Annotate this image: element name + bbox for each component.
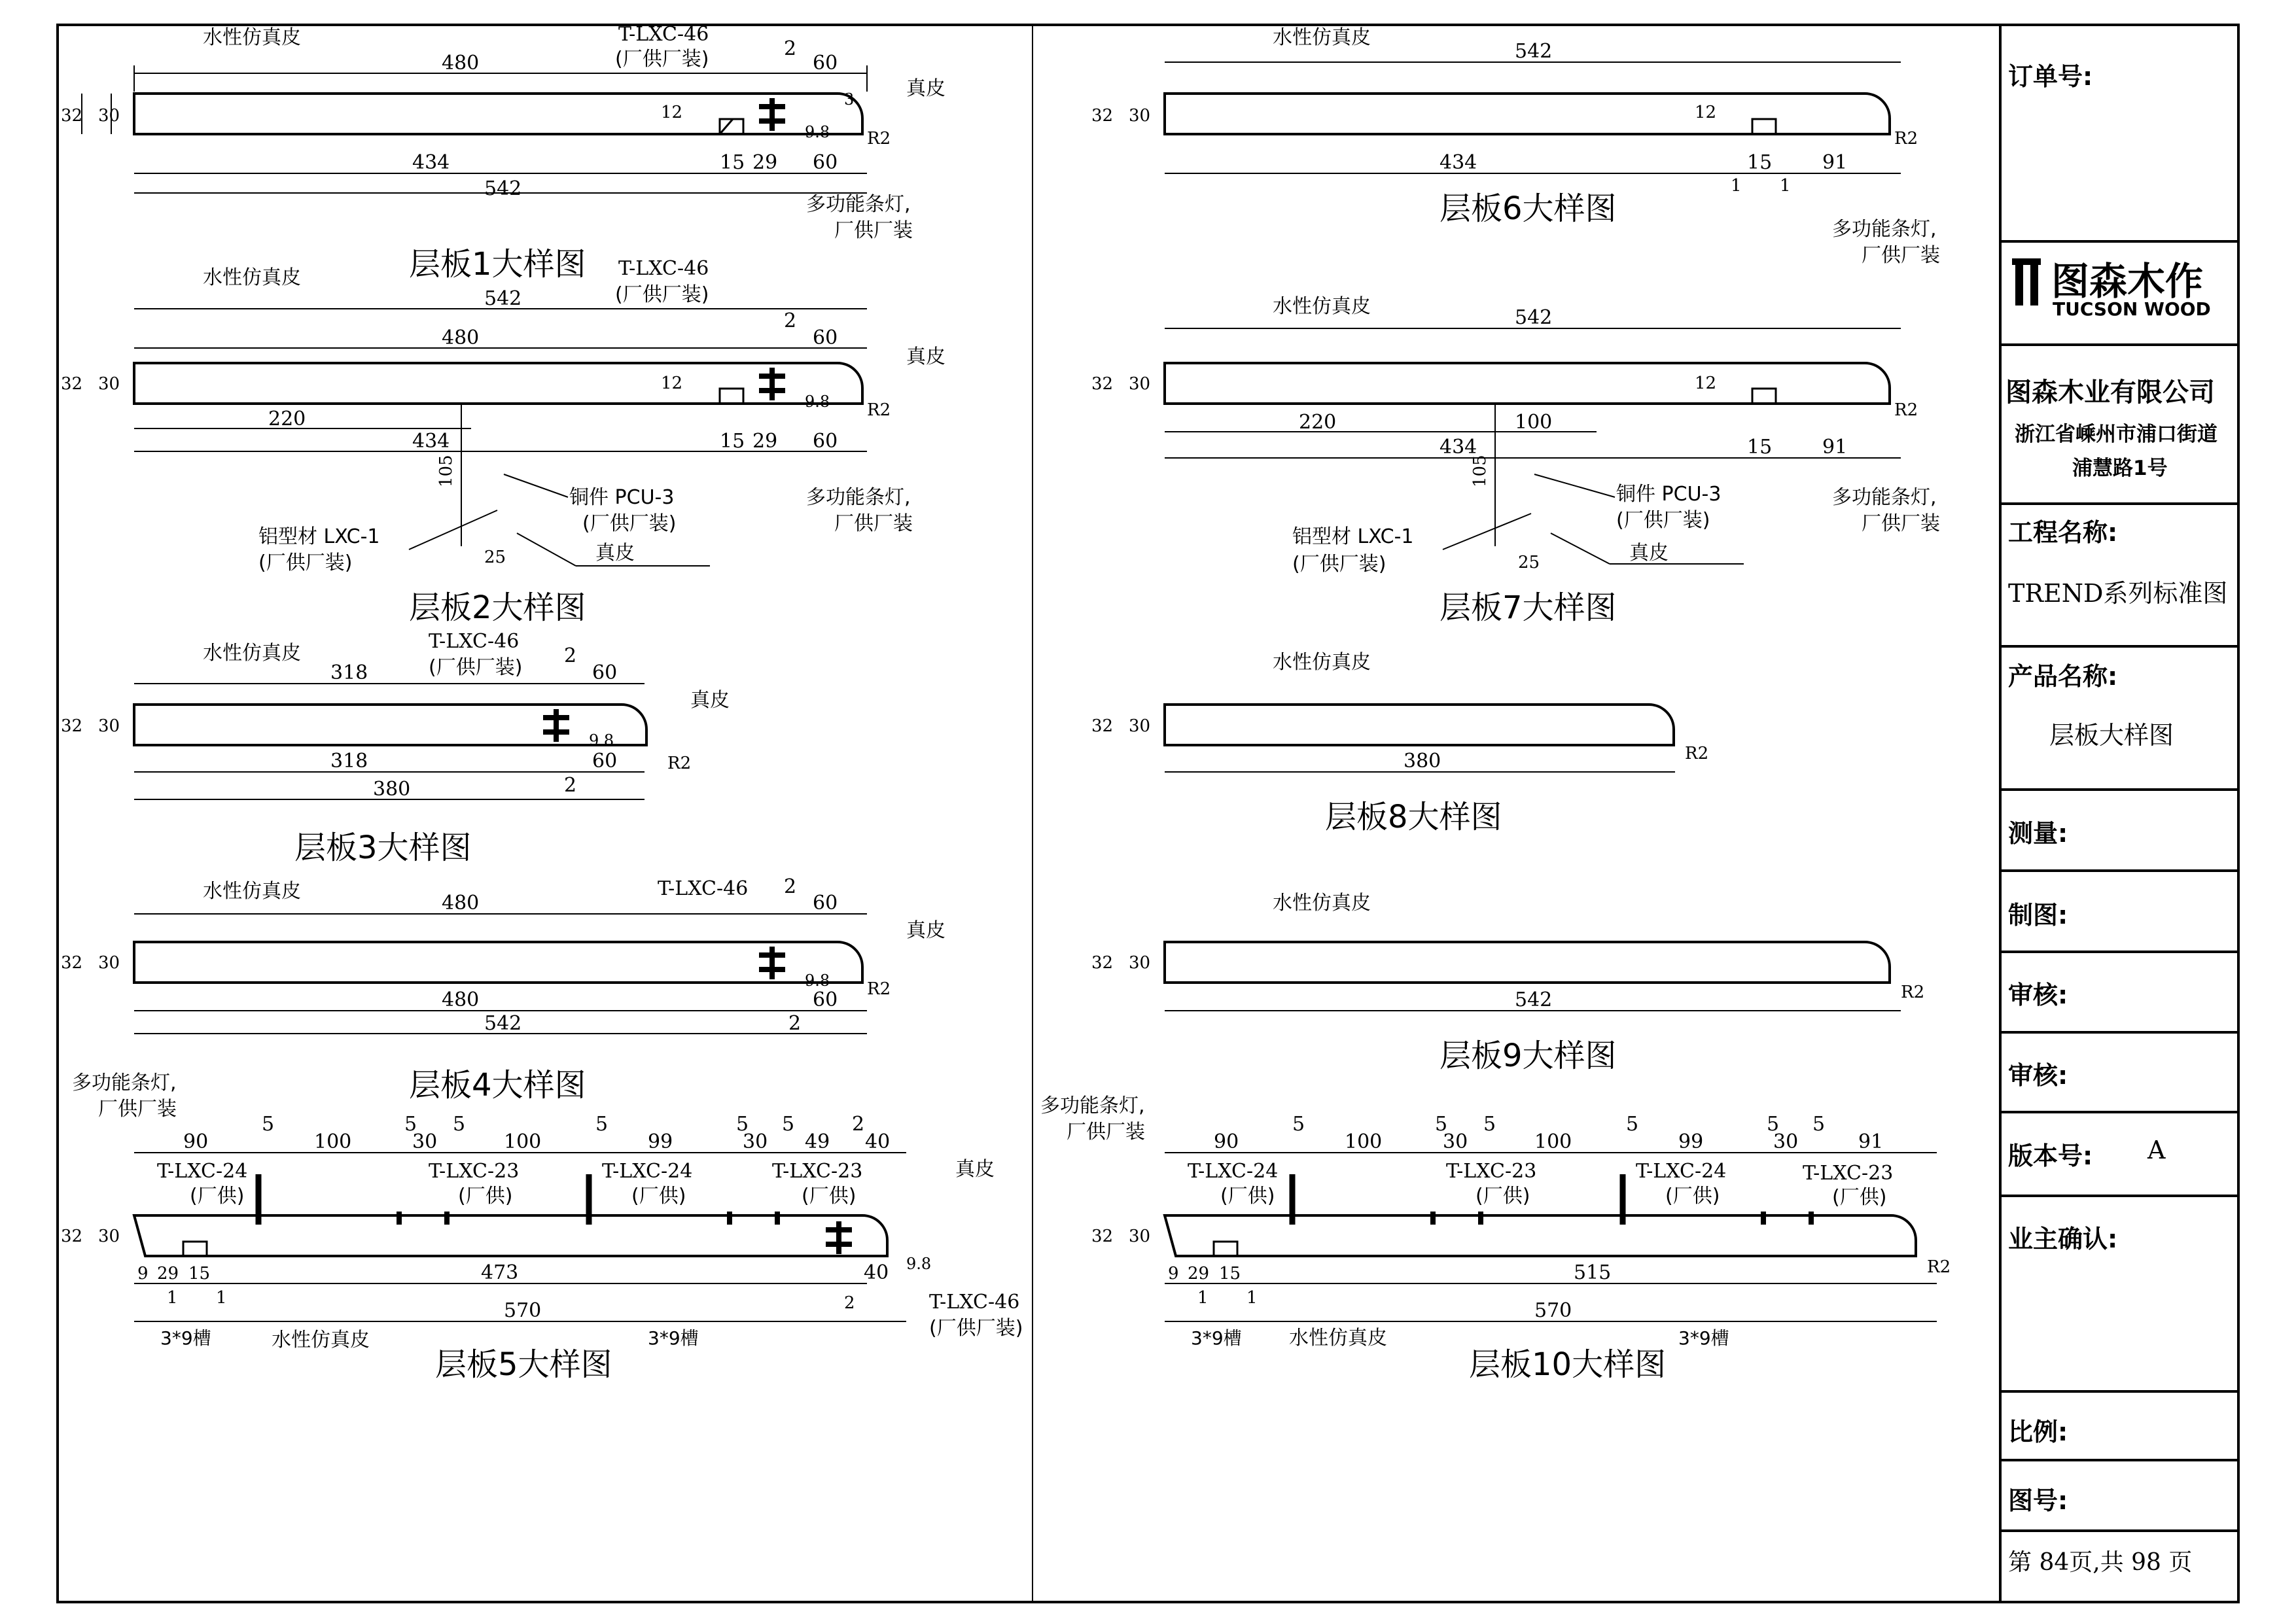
panel-7-leather: 真皮 — [1629, 542, 1669, 565]
panel-3 — [61, 630, 730, 866]
panel-3-side-32: 32 — [61, 716, 83, 736]
panel-8-title: 层板8大样图 — [1325, 799, 1502, 835]
panel-7-aluminium-supply: (厂供厂装) — [1292, 553, 1386, 576]
panel-10 — [1040, 1094, 1951, 1383]
panel-3-dim-9-8: 9.8 — [589, 731, 614, 750]
panel-6-dim-91: 91 — [1822, 151, 1848, 174]
panel-5-dim-99: 99 — [648, 1130, 673, 1153]
panel-3-dim-60: 60 — [592, 661, 618, 684]
panel-10-dim-5a: 5 — [1292, 1113, 1305, 1136]
panel-1 — [61, 23, 945, 283]
panel-2 — [61, 257, 945, 626]
panel-5-bottom-label: 水性仿真皮 — [272, 1329, 370, 1352]
panel-1-board — [134, 94, 862, 134]
panel-5-dim-9-8: 9.8 — [906, 1255, 932, 1273]
panel-6-dim-542: 542 — [1515, 40, 1553, 63]
panel-2-dim-105: 105 — [436, 455, 456, 487]
title-block — [2000, 25, 2238, 1602]
panel-1-supply: (厂供厂装) — [615, 48, 709, 71]
panel-10-dim-15: 15 — [1219, 1264, 1241, 1283]
panel-7-dim-542: 542 — [1515, 306, 1553, 329]
survey-label: 测量: — [2008, 819, 2068, 848]
panel-10-dim-29: 29 — [1188, 1264, 1210, 1283]
panel-5-dim-570: 570 — [504, 1299, 542, 1322]
panel-10-dim-100b: 100 — [1534, 1130, 1572, 1153]
panel-5-title: 层板5大样图 — [435, 1346, 612, 1383]
panel-8-side-32: 32 — [1091, 716, 1114, 736]
panel-7-side-32: 32 — [1091, 374, 1114, 394]
panel-7 — [1091, 295, 1940, 626]
panel-5-connector-symbol — [826, 1221, 852, 1254]
scale-label: 比例: — [2008, 1418, 2068, 1446]
panel-2-dim-12: 12 — [661, 374, 683, 393]
panel-2-side-32: 32 — [61, 374, 83, 394]
panel-5-dim-30a: 30 — [412, 1130, 438, 1153]
panel-5-supply-4: (厂供) — [802, 1185, 857, 1208]
panel-10-dim-90: 90 — [1214, 1130, 1239, 1153]
panel-5-dim-5f: 5 — [782, 1113, 795, 1136]
panel-5 — [61, 1072, 1023, 1383]
project-label: 工程名称: — [2008, 518, 2118, 547]
panel-3-connector: T-LXC-46 — [429, 630, 520, 653]
review2-label: 审核: — [2008, 1061, 2068, 1090]
panel-5-dim-2b: 2 — [844, 1293, 855, 1313]
panel-2-top-label: 水性仿真皮 — [203, 266, 301, 289]
panel-4 — [61, 875, 945, 1104]
panel-10-side-30: 30 — [1129, 1227, 1151, 1246]
panel-10-bottom-label: 水性仿真皮 — [1289, 1327, 1387, 1350]
panel-5-dim-100b: 100 — [504, 1130, 542, 1153]
panel-2-dim-480: 480 — [442, 326, 480, 349]
panel-4-top-label: 水性仿真皮 — [203, 880, 301, 903]
drawing-no-label: 图号: — [2008, 1486, 2068, 1515]
panel-9-board — [1165, 942, 1890, 983]
panel-5-groove-right: 3*9槽 — [648, 1327, 699, 1349]
panel-2-dim-2: 2 — [784, 309, 797, 332]
panel-3-dim-2: 2 — [564, 644, 577, 667]
version-label: 版本号: — [2008, 1142, 2093, 1170]
panel-9-side-32: 32 — [1091, 953, 1114, 973]
panel-5-dim-473: 473 — [481, 1261, 519, 1284]
panel-8-top-label: 水性仿真皮 — [1273, 651, 1371, 674]
panel-5-dim-30b: 30 — [743, 1130, 768, 1153]
panel-7-dim-15: 15 — [1747, 436, 1773, 459]
panel-5-supply-3: (厂供) — [631, 1185, 686, 1208]
panel-2-note1: 多功能条灯, — [806, 486, 911, 509]
panel-2-dim-29: 29 — [752, 430, 778, 453]
panel-10-conn-2: T-LXC-23 — [1446, 1160, 1537, 1183]
panel-5-dim-29: 29 — [157, 1264, 179, 1283]
panel-9-radius: R2 — [1901, 983, 1925, 1002]
panel-5-dim-9: 9 — [137, 1264, 149, 1283]
panel-1-dim-15: 15 — [720, 151, 745, 174]
panel-7-side-30: 30 — [1129, 374, 1151, 394]
panel-5-dim-5c: 5 — [453, 1113, 466, 1136]
panel-8-board — [1165, 705, 1674, 745]
panel-2-dim-434: 434 — [412, 430, 450, 453]
panel-4-dim-2b: 2 — [788, 1012, 802, 1035]
panel-6-top-label: 水性仿真皮 — [1273, 26, 1371, 49]
panel-2-copper: 铜件 PCU-3 — [569, 486, 675, 509]
panel-4-radius: R2 — [867, 979, 891, 999]
panel-3-connector-symbol — [543, 709, 569, 742]
panel-2-copper-supply: (厂供厂装) — [582, 512, 677, 535]
panel-9 — [1091, 892, 1924, 1074]
panel-7-radius: R2 — [1894, 400, 1918, 420]
panel-1-connector: T-LXC-46 — [618, 23, 709, 46]
panel-6-radius: R2 — [1894, 129, 1918, 148]
panel-8 — [1091, 651, 1708, 835]
panel-10-dim-515: 515 — [1574, 1261, 1612, 1284]
panel-10-note2: 厂供厂装 — [1067, 1121, 1145, 1143]
panel-2-dim-220: 220 — [268, 408, 306, 430]
panel-10-dim-1a: 1 — [1197, 1288, 1209, 1308]
panel-10-side-32: 32 — [1091, 1227, 1114, 1246]
panel-1-dim-3: 3 — [844, 90, 855, 109]
panel-6-dim-1b: 1 — [1780, 176, 1791, 196]
panel-8-radius: R2 — [1685, 744, 1709, 763]
panel-2-dim-60b: 60 — [813, 430, 838, 453]
panel-10-conn-4: T-LXC-23 — [1803, 1162, 1894, 1185]
panel-10-groove-right: 3*9槽 — [1678, 1327, 1729, 1349]
panel-10-dim-91: 91 — [1858, 1130, 1884, 1153]
panel-7-title: 层板7大样图 — [1439, 589, 1617, 626]
panel-10-radius: R2 — [1927, 1257, 1951, 1277]
panel-6-note2: 厂供厂装 — [1862, 244, 1940, 267]
panel-1-dim-29: 29 — [752, 151, 778, 174]
panel-5-dim-15: 15 — [188, 1264, 211, 1283]
panel-10-dim-5c: 5 — [1483, 1113, 1496, 1136]
panel-6 — [1091, 26, 1940, 267]
panel-7-dim-105: 105 — [1470, 455, 1490, 487]
panel-10-conn-1: T-LXC-24 — [1188, 1160, 1279, 1183]
panel-6-side-30: 30 — [1129, 106, 1151, 126]
panel-6-dim-434: 434 — [1439, 151, 1477, 174]
panel-2-note2: 厂供厂装 — [834, 512, 913, 535]
panel-2-title: 层板2大样图 — [409, 589, 586, 626]
panel-2-dim-25: 25 — [484, 548, 506, 567]
panel-2-right-label: 真皮 — [906, 345, 945, 368]
panel-1-side-32: 32 — [61, 106, 83, 126]
panel-5-dim-5a: 5 — [262, 1113, 275, 1136]
panel-7-note2: 厂供厂装 — [1862, 512, 1940, 535]
panel-4-dim-480b: 480 — [442, 988, 480, 1011]
panel-4-side-32: 32 — [61, 953, 83, 973]
panel-10-title: 层板10大样图 — [1469, 1346, 1667, 1383]
panel-10-dim-9: 9 — [1168, 1264, 1179, 1283]
panel-3-dim-2b: 2 — [564, 774, 577, 797]
panel-7-board — [1165, 363, 1890, 404]
panel-5-dim-5b: 5 — [404, 1113, 417, 1136]
panel-6-side-32: 32 — [1091, 106, 1114, 126]
panel-10-supply-1: (厂供) — [1220, 1185, 1275, 1208]
panel-10-conn-3: T-LXC-24 — [1636, 1160, 1727, 1183]
panel-3-top-label: 水性仿真皮 — [203, 642, 301, 665]
panel-7-note1: 多功能条灯, — [1832, 486, 1937, 509]
product-value: 层板大样图 — [2049, 721, 2174, 750]
panel-4-dim-60b: 60 — [813, 988, 838, 1011]
panel-10-dim-5f: 5 — [1812, 1113, 1826, 1136]
panel-10-groove-left: 3*9槽 — [1191, 1327, 1242, 1349]
panel-3-right-label: 真皮 — [690, 689, 730, 712]
panel-10-dim-570: 570 — [1534, 1299, 1572, 1322]
panel-7-dim-91: 91 — [1822, 436, 1848, 459]
panel-2-aluminium: 铝型材 LXC-1 — [258, 525, 380, 548]
panel-5-dim-40: 40 — [865, 1130, 891, 1153]
panel-7-copper: 铜件 PCU-3 — [1616, 483, 1722, 506]
panel-1-dim-9-8: 9.8 — [805, 123, 830, 141]
logo-en: TUCSON WOOD — [2053, 298, 2211, 320]
panel-10-dim-1b: 1 — [1246, 1288, 1258, 1308]
panel-4-connector: T-LXC-46 — [658, 877, 749, 900]
panel-1-note2: 厂供厂装 — [834, 219, 913, 242]
panel-1-dim-2: 2 — [784, 37, 797, 60]
panel-2-dim-15: 15 — [720, 430, 745, 453]
panel-3-dim-318: 318 — [330, 661, 368, 684]
panel-5-dim-100a: 100 — [314, 1130, 352, 1153]
panel-7-top-label: 水性仿真皮 — [1273, 295, 1371, 318]
panel-5-dim-5e: 5 — [736, 1113, 749, 1136]
panel-1-right-label: 真皮 — [906, 77, 945, 100]
panel-5-conn-3: T-LXC-24 — [602, 1160, 693, 1183]
panel-2-radius: R2 — [867, 400, 891, 420]
panel-5-side-30: 30 — [98, 1227, 120, 1246]
panel-1-dim-480: 480 — [442, 52, 480, 75]
panel-3-radius: R2 — [667, 754, 692, 773]
panel-6-dim-15: 15 — [1747, 151, 1773, 174]
panel-9-title: 层板9大样图 — [1439, 1038, 1617, 1074]
panel-5-dim-5d: 5 — [595, 1113, 609, 1136]
panel-7-copper-supply: (厂供厂装) — [1616, 509, 1710, 532]
project-value: TREND系列标准图 — [2008, 579, 2228, 608]
panel-5-conn-right: T-LXC-46 — [929, 1291, 1020, 1314]
panel-7-dim-434: 434 — [1439, 436, 1477, 459]
panel-5-dim-49: 49 — [805, 1130, 830, 1153]
panel-1-dim-60: 60 — [813, 52, 838, 75]
panel-10-dim-5d: 5 — [1626, 1113, 1639, 1136]
panel-4-dim-542: 542 — [484, 1012, 522, 1035]
panel-10-dim-5e: 5 — [1767, 1113, 1780, 1136]
panel-10-dim-99: 99 — [1678, 1130, 1704, 1153]
panel-4-side-30: 30 — [98, 953, 120, 973]
panel-5-dim-1b: 1 — [216, 1288, 227, 1308]
order-label: 订单号: — [2008, 62, 2093, 91]
panel-10-dim-30b: 30 — [1773, 1130, 1799, 1153]
panel-1-note1: 多功能条灯, — [806, 193, 911, 216]
page-info: 第 84页,共 98 页 — [2008, 1549, 2193, 1576]
panel-7-aluminium: 铝型材 LXC-1 — [1292, 525, 1414, 548]
panel-10-dim-5b: 5 — [1435, 1113, 1448, 1136]
panel-4-connector-symbol — [759, 947, 785, 979]
panel-2-dim-542: 542 — [484, 287, 522, 310]
panel-2-supply: (厂供厂装) — [615, 283, 709, 306]
panel-3-dim-318b: 318 — [330, 750, 368, 773]
panel-10-supply-3: (厂供) — [1665, 1185, 1720, 1208]
panel-4-dim-9-8: 9.8 — [805, 971, 830, 990]
panel-2-dim-60: 60 — [813, 326, 838, 349]
panel-2-connector: T-LXC-46 — [618, 257, 709, 280]
panel-7-dim-100: 100 — [1515, 411, 1553, 434]
panel-1-side-30: 30 — [98, 106, 120, 126]
panel-5-conn-1: T-LXC-24 — [157, 1160, 248, 1183]
panel-7-dim-220: 220 — [1299, 411, 1337, 434]
panel-10-board — [1165, 1215, 1916, 1256]
panel-9-top-label: 水性仿真皮 — [1273, 892, 1371, 915]
panel-5-conn-4: T-LXC-23 — [772, 1160, 863, 1183]
panel-5-dim-90: 90 — [183, 1130, 209, 1153]
panel-5-dim-40b: 40 — [864, 1261, 889, 1284]
panel-4-board — [134, 942, 862, 983]
panel-5-note2: 厂供厂装 — [98, 1098, 177, 1121]
panel-3-title: 层板3大样图 — [294, 829, 472, 866]
panel-6-board — [1165, 94, 1890, 134]
panel-6-title: 层板6大样图 — [1439, 190, 1617, 227]
panel-3-board — [134, 705, 646, 745]
panel-4-dim-480: 480 — [442, 892, 480, 915]
logo-cn: 图森木作 — [2051, 259, 2204, 304]
panel-1-dim-434: 434 — [412, 151, 450, 174]
panel-5-supply-2: (厂供) — [458, 1185, 513, 1208]
panel-9-side-30: 30 — [1129, 953, 1151, 973]
panel-5-supply-right: (厂供厂装) — [929, 1317, 1023, 1340]
panel-2-leather: 真皮 — [595, 542, 635, 565]
panel-5-conn-2: T-LXC-23 — [429, 1160, 520, 1183]
panel-10-dim-100a: 100 — [1345, 1130, 1383, 1153]
panel-8-side-30: 30 — [1129, 716, 1151, 736]
panel-4-title: 层板4大样图 — [409, 1067, 586, 1104]
panel-1-title: 层板1大样图 — [409, 246, 586, 283]
panel-6-note1: 多功能条灯, — [1832, 218, 1937, 241]
panel-5-right-label: 真皮 — [955, 1158, 995, 1181]
panel-1-dim-542: 542 — [484, 177, 522, 200]
panel-5-board — [134, 1215, 887, 1256]
address-2: 浦慧路1号 — [2072, 457, 2168, 480]
panel-2-aluminium-supply: (厂供厂装) — [258, 551, 353, 574]
panel-1-radius: R2 — [867, 129, 891, 148]
panel-1-dim-12: 12 — [661, 103, 683, 122]
panel-6-dim-1a: 1 — [1731, 176, 1742, 196]
panel-1-connector-symbol — [759, 98, 785, 131]
owner-label: 业主确认: — [2008, 1225, 2118, 1253]
panel-10-note1: 多功能条灯, — [1040, 1094, 1145, 1117]
panel-3-dim-60b: 60 — [592, 750, 618, 773]
panel-5-groove-left: 3*9槽 — [160, 1327, 211, 1349]
panel-5-dim-1a: 1 — [167, 1288, 178, 1308]
panel-5-bars — [258, 1174, 589, 1225]
panel-3-supply: (厂供厂装) — [429, 656, 523, 679]
panel-1-top-label: 水性仿真皮 — [203, 26, 301, 49]
panel-6-dim-12: 12 — [1695, 103, 1717, 122]
panel-4-dim-2: 2 — [784, 875, 797, 898]
review1-label: 审核: — [2008, 981, 2068, 1009]
address-1: 浙江省嵊州市浦口街道 — [2015, 423, 2217, 446]
panel-2-board — [134, 363, 862, 404]
draw-label: 制图: — [2008, 901, 2068, 930]
panel-8-dim-380: 380 — [1404, 750, 1441, 773]
panel-10-supply-4: (厂供) — [1832, 1186, 1887, 1209]
panel-10-dim-30a: 30 — [1443, 1130, 1468, 1153]
panel-5-dim-2: 2 — [852, 1113, 865, 1136]
panel-9-dim-542: 542 — [1515, 988, 1553, 1011]
panel-5-side-32: 32 — [61, 1227, 83, 1246]
panel-5-supply-1: (厂供) — [190, 1185, 245, 1208]
company-name: 图森木业有限公司 — [2005, 377, 2215, 408]
product-label: 产品名称: — [2008, 662, 2118, 691]
panel-2-connector-symbol — [759, 368, 785, 400]
panel-5-note1: 多功能条灯, — [72, 1072, 177, 1094]
panel-7-dim-25: 25 — [1518, 553, 1540, 572]
panel-2-side-30: 30 — [98, 374, 120, 394]
panel-4-dim-60: 60 — [813, 892, 838, 915]
panel-1-dim-60b: 60 — [813, 151, 838, 174]
panel-3-dim-380: 380 — [373, 778, 411, 801]
panel-2-dim-9-8: 9.8 — [805, 393, 830, 411]
panel-4-right-label: 真皮 — [906, 919, 945, 942]
panel-7-dim-12: 12 — [1695, 374, 1717, 393]
panel-3-side-30: 30 — [98, 716, 120, 736]
version-value: A — [2147, 1136, 2166, 1164]
panel-10-supply-2: (厂供) — [1475, 1185, 1530, 1208]
